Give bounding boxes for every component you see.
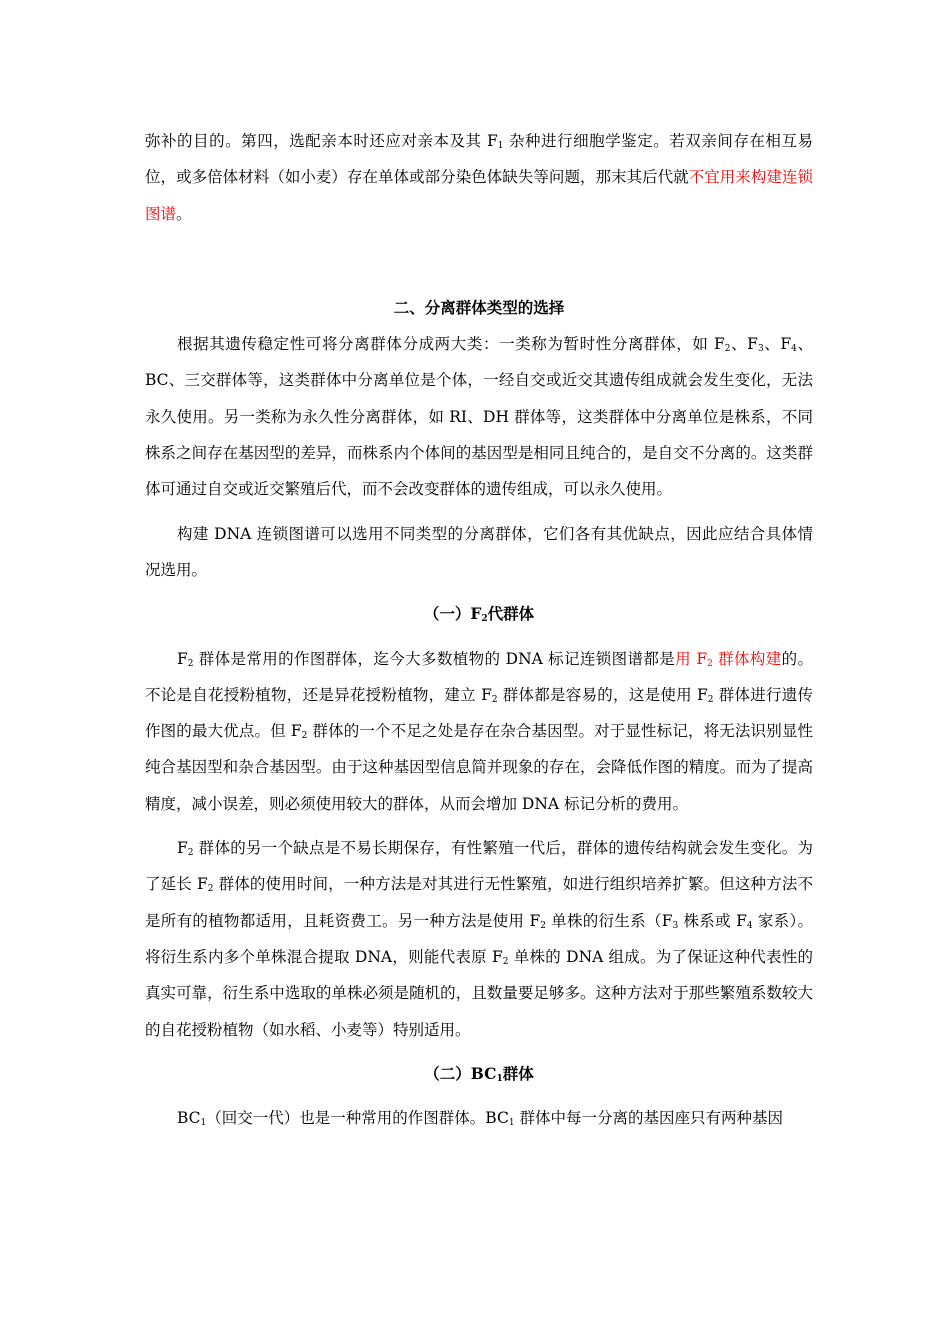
document-body (145, 123, 813, 1136)
paragraph-bc1: $BC_1$（回交一代）也是一种常用的作图群体。$BC_1$ 群体中每一分离的基因座只有两种基因 (177, 1109, 783, 1129)
subsection-title-f2: （一）$F_2$代群体 (423, 604, 535, 625)
paragraph-f2-preservation: $F_2$ 群体的另一个缺点是不易长期保存，有性繁殖一代后，群体的遗传结构就会发生变化。为了延长 $F_2$ 群体的使用时间，一种方法是对其进行无性繁殖，如进行组织培养扩繁。但这种方法不是所有的植物都适用，且耗资费工。另一种方法是使用 $F_2$ 单株的衍生系（$F_3$ 株系或 $F_4$ 家系）。将衍生系内多个单株混合提取 DNA，则能代表原 $F_2$ 单株的 DNA 组成。为了保证这种代表性的真实可靠，衍生系中选取的单株必须是随机的，且数量要足够多。这种方法对于那些繁殖系数较大的自花授粉植物（如水稻、小麦等）特别适用。 (145, 839, 814, 1039)
highlighted-text: 不宜用来构建连锁图谱 (145, 168, 813, 223)
paragraph-choose-population: 构建 DNA 连锁图谱可以选用不同类型的分离群体，它们各有其优缺点，因此应结合具体情况选用。 (145, 524, 813, 579)
paragraph-intro: 弥补的目的。第四，选配亲本时还应对亲本及其 $F_1$ 杂种进行细胞学鉴定。若双亲间存在相互易位，或多倍体材料（如小麦）存在单体或部分染色体缺失等问题，那末其后代就不宜用来构建连锁图谱。 (145, 132, 813, 223)
section-title: 二、分离群体类型的选择 (393, 297, 565, 317)
highlighted-text: 用 $F_2$ 群体构建 (675, 649, 782, 669)
paragraph-f2-advantages: $F_2$ 群体是常用的作图群体，迄今大多数植物的 DNA 标记连锁图谱都是用 $F_2$ 群体构建的。不论是自花授粉植物，还是异花授粉植物，建立 $F_2$ 群体都是容易的，这是使用 $F_2$ 群体进行遗传作图的最大优点。但 $F_2$ 群体的一个不足之处是存在杂合基因型。对于显性标记，将无法识别显性纯合基因型和杂合基因型。由于这种基因型信息简并现象的存在，会降低作图的精度。而为了提高精度，减小误差，则必须使用较大的群体，从而会增加 DNA 标记分析的费用。 (145, 649, 813, 813)
paragraph-population-types: 根据其遗传稳定性可将分离群体分成两大类：一类称为暂时性分离群体，如 $F_2$、$F_3$、$F_4$、BC、三交群体等，这类群体中分离单位是个体，一经自交或近交其遗传组成就会发生变化，无法永久使用。另一类称为永久性分离群体，如 RI、DH 群体等，这类群体中分离单位是株系，不同株系之间存在基因型的差异，而株系内个体间的基因型是相同且纯合的，是自交不分离的。这类群体可通过自交或近交繁殖后代，而不会改变群体的遗传组成，可以永久使用。 (145, 335, 813, 499)
subsection-title-bc1: （二）$BC_1$群体 (424, 1063, 534, 1084)
